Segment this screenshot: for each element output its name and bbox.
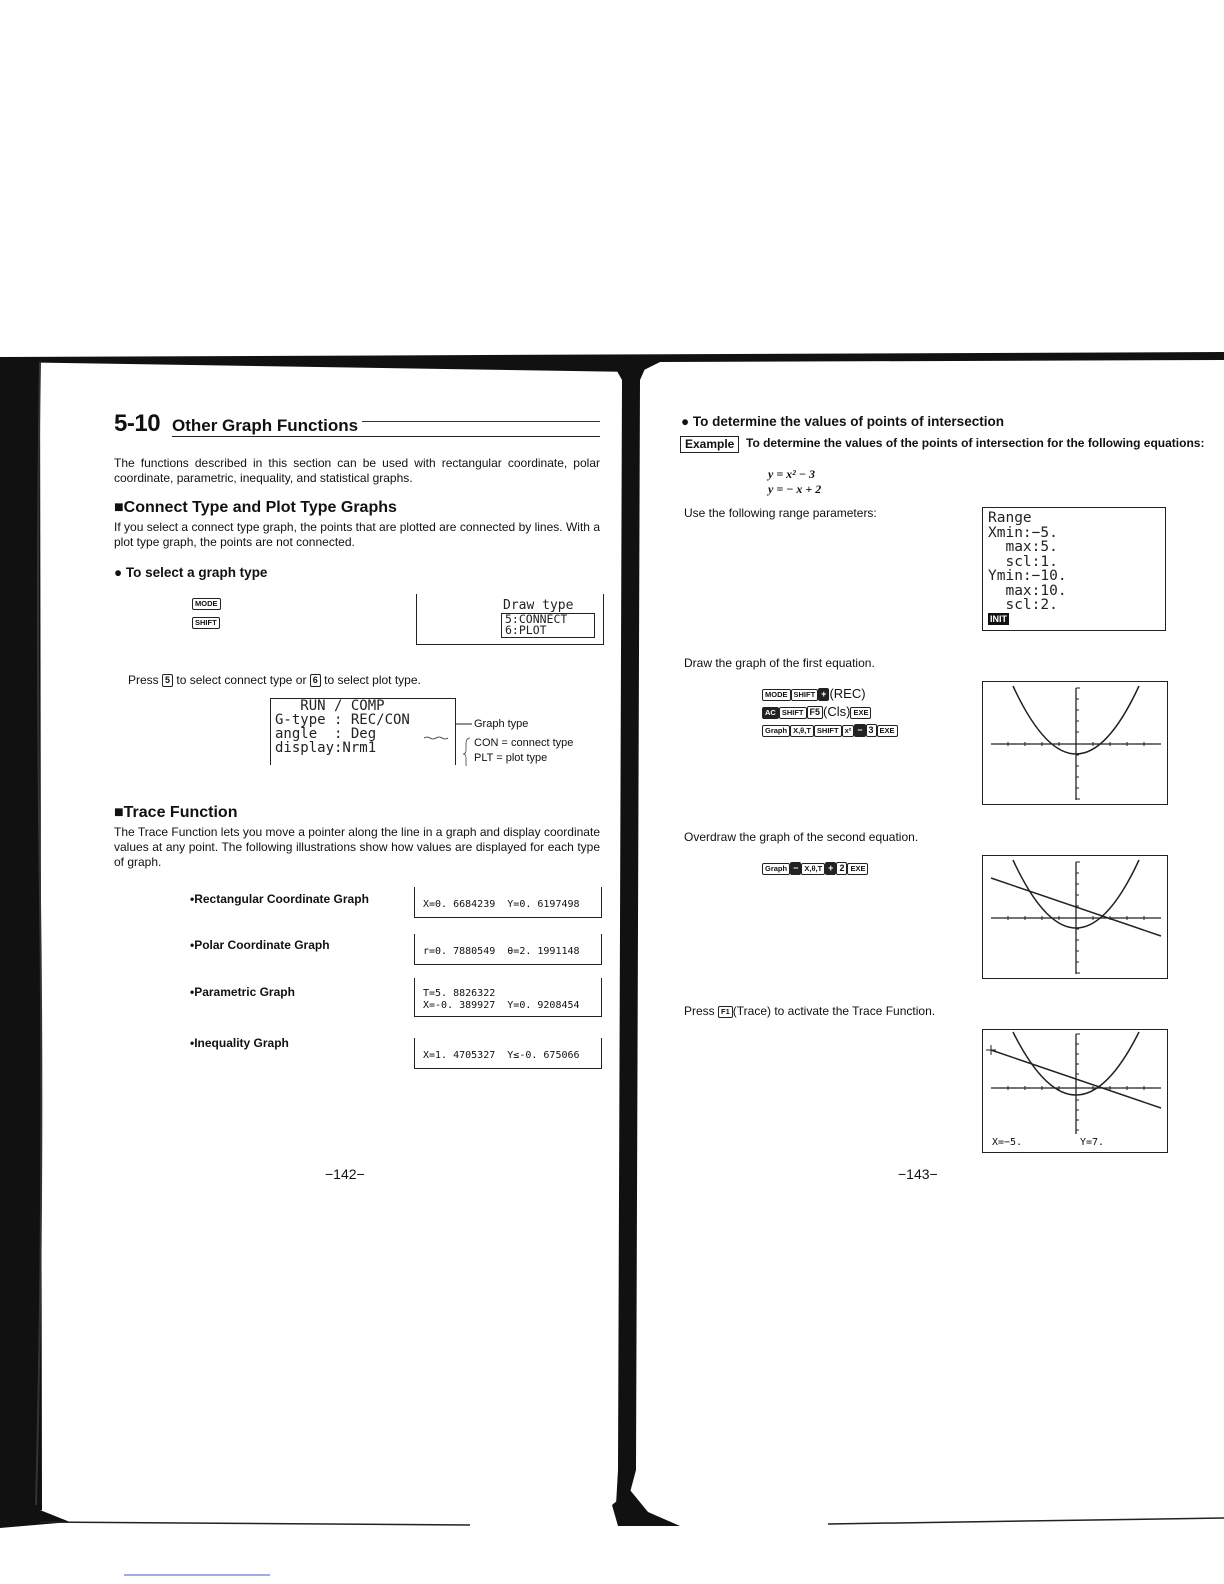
trace-readout-y: Y=7.	[1080, 1137, 1105, 1148]
example-tag: Example	[680, 436, 739, 453]
annot-graph-type: Graph type	[474, 718, 529, 730]
key-seq-4	[762, 860, 868, 875]
trace-rect-line1: X=0. 6684239 Y=0. 6197498	[423, 899, 580, 910]
select-heading: ● To select a graph type	[114, 565, 268, 580]
seq3-xthetat-key[interactable]: X,θ,T	[790, 725, 814, 737]
seq3-square-key[interactable]: x²	[842, 725, 855, 737]
range-line-1: Xmin:−5.	[988, 524, 1058, 541]
press-trace-text	[684, 1004, 935, 1018]
section-title: Other Graph Functions	[172, 416, 362, 436]
mode-line-1: RUN / COMP	[275, 698, 385, 714]
trace-display-param	[414, 986, 602, 1017]
trace-display-ineq	[414, 1046, 602, 1069]
seq4-plus-key[interactable]: +	[825, 862, 836, 875]
trace-ineq-line1: X=1. 4705327 Y≤-0. 675066	[423, 1050, 580, 1061]
trace-label-polar: •Polar Coordinate Graph	[190, 938, 330, 952]
seq2-ac-key[interactable]: AC	[762, 707, 779, 719]
mode-line-4: display:Nrm1	[275, 740, 377, 756]
draw-type-menu	[501, 613, 595, 638]
equation-2: y = − x + 2	[768, 482, 822, 496]
seq2-exe-key[interactable]: EXE	[850, 707, 871, 719]
seq1-shift-key[interactable]: SHIFT	[791, 689, 819, 701]
trace-pointer-icon	[986, 1045, 996, 1055]
seq3-shift-key[interactable]: SHIFT	[814, 725, 842, 737]
graph-screen-2	[982, 855, 1168, 979]
seq3-minus-key[interactable]: −	[854, 724, 865, 737]
mode-key[interactable]: MODE	[192, 598, 221, 610]
seq3-exe-key[interactable]: EXE	[877, 725, 898, 737]
example-text: To determine the values of the points of intersection for the following equations:	[746, 436, 1205, 450]
page-number-left: −142−	[325, 1166, 365, 1182]
seq3-graph-key[interactable]: Graph	[762, 725, 790, 737]
trace-display-rect	[414, 895, 602, 918]
equation-1: y = x² − 3	[768, 467, 816, 481]
trace-label-param: •Parametric Graph	[190, 985, 295, 999]
trace-polar-line1: r=0. 7880549 θ=2. 1991148	[423, 946, 580, 957]
key-seq-3	[762, 722, 898, 737]
trace-display-polar	[414, 942, 602, 965]
connect-paragraph: If you select a connect type graph, the points that are plotted are connected by lines. With a plot type graph, the points are not connected.	[114, 520, 600, 549]
draw-type-title: Draw type	[503, 598, 574, 613]
annot-plt: PLT = plot type	[474, 752, 548, 764]
range-line-5: max:10.	[988, 582, 1067, 599]
range-line-4: Ymin:−10.	[988, 568, 1067, 584]
f1-key[interactable]: F1	[718, 1006, 733, 1018]
range-line-2: max:5.	[988, 539, 1058, 555]
seq4-minus-key[interactable]: −	[790, 862, 801, 875]
mode-line-2: G-type : REC/CON	[275, 712, 410, 728]
key-seq-1	[762, 686, 866, 701]
range-line-0: Range	[988, 510, 1032, 526]
press-text-c: to select plot type.	[320, 673, 421, 687]
press-trace-a: Press	[684, 1004, 719, 1018]
press-trace-b: (Trace) to activate the Trace Function.	[732, 1004, 936, 1018]
seq1-plus-key[interactable]: +	[818, 688, 829, 701]
trace-paragraph: The Trace Function lets you move a pointer along the line in a graph and display coordinate values at any point. The following illustrations show how values are displayed for each type of graph.	[114, 825, 600, 869]
graph-screen-3	[982, 1029, 1168, 1153]
draw-type-opt-connect[interactable]: 5:CONNECT	[505, 612, 568, 626]
annot-con: CON = connect type	[474, 737, 574, 749]
seq2-text: (Cls)	[823, 704, 851, 719]
seq1-mode-key[interactable]: MODE	[762, 689, 791, 701]
press-select-text	[128, 673, 421, 687]
press-text-a: Press	[128, 673, 163, 687]
range-line-3: scl:1.	[988, 553, 1058, 570]
seq1-text: (REC)	[829, 686, 866, 701]
seq4-2-key[interactable]: 2	[836, 862, 847, 875]
trace-label-rect: •Rectangular Coordinate Graph	[190, 892, 369, 906]
trace-heading: ■Trace Function	[114, 804, 238, 821]
intro-paragraph: The functions described in this section can be used with rectangular coordinate, polar coordinate, parametric, inequality, and statistical graphs.	[114, 456, 600, 485]
seq4-xthetat-key[interactable]: X,θ,T	[801, 863, 825, 875]
trace-param-line1: T=5. 8826322	[423, 988, 496, 999]
right-page	[612, 0, 1224, 1584]
draw-first-text: Draw the graph of the first equation.	[684, 656, 875, 670]
range-instruction: Use the following range parameters:	[684, 506, 877, 520]
press-text-b: to select connect type or	[173, 673, 310, 687]
draw-type-opt-plot[interactable]: 6:PLOT	[505, 623, 547, 637]
connect-heading: ■Connect Type and Plot Type Graphs	[114, 499, 397, 516]
shift-key[interactable]: SHIFT	[192, 617, 220, 629]
page-number-right: −143−	[898, 1166, 938, 1182]
graph-screen-1	[982, 681, 1168, 805]
key-seq-2	[762, 704, 871, 719]
key-6[interactable]: 6	[310, 674, 321, 687]
seq2-shift-key[interactable]: SHIFT	[779, 707, 807, 719]
seq2-f5-key[interactable]: F5	[807, 706, 824, 719]
draw-type-screen	[416, 594, 604, 645]
mode-screen-annotation-lines	[420, 716, 480, 766]
intersection-heading: ● To determine the values of points of intersection	[681, 414, 1004, 429]
key-5[interactable]: 5	[162, 674, 173, 687]
section-title-underline	[172, 436, 600, 437]
seq3-3-key[interactable]: 3	[866, 724, 877, 737]
seq4-exe-key[interactable]: EXE	[847, 863, 868, 875]
section-number: 5-10	[114, 410, 161, 437]
trace-readout-x: X=−5.	[992, 1137, 1023, 1148]
range-init-key[interactable]: INIT	[990, 614, 1007, 624]
mode-line-3: angle : Deg	[275, 726, 377, 742]
seq4-graph-key[interactable]: Graph	[762, 863, 790, 875]
range-screen	[982, 507, 1166, 631]
range-line-6: scl:2.	[988, 597, 1058, 613]
trace-param-line2: X=-0. 389927 Y=0. 9208454	[423, 1000, 580, 1011]
trace-label-ineq: •Inequality Graph	[190, 1036, 289, 1050]
overdraw-text: Overdraw the graph of the second equation.	[684, 830, 919, 844]
